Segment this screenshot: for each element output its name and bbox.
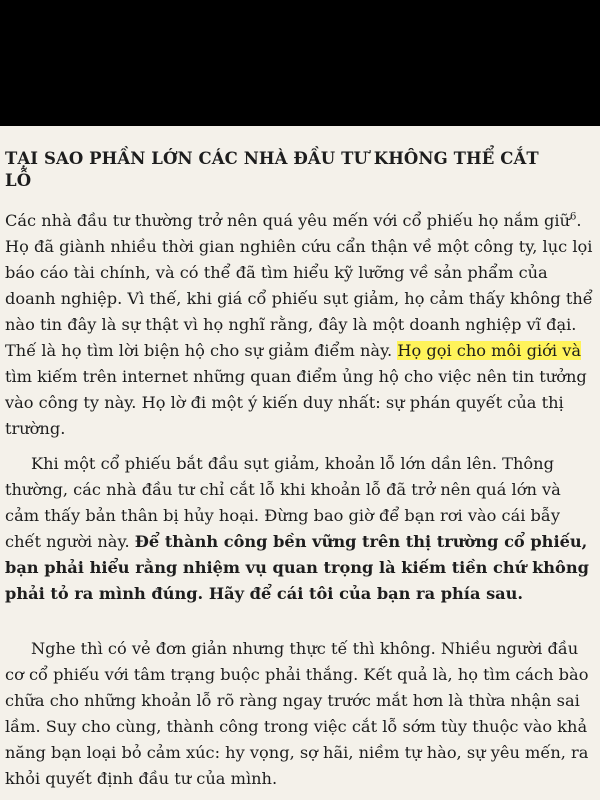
paragraph-line: chữa cho những khoản lỗ rõ ràng ngay trước mắt hơn là thừa nhận sai	[5, 691, 580, 710]
paragraph-line: nào tin đây là sự thật vì họ nghĩ rằng, đây là một doanh nghiệp vĩ đại.	[5, 315, 577, 334]
heading-line-2: LỖ	[5, 171, 32, 190]
highlighted-text: Họ gọi cho môi giới và	[397, 341, 582, 360]
paragraph-2	[5, 451, 597, 607]
heading-line-1: TẠI SAO PHẦN LỚN CÁC NHÀ ĐẦU TƯ KHÔNG THỂ CẮT	[5, 149, 539, 168]
paragraph-line: Nghe thì có vẻ đơn giản nhưng thực tế thì không. Nhiều người đầu	[31, 639, 579, 658]
bold-text: Để thành công bền vững trên thị trường cổ phiếu,	[134, 532, 588, 551]
paragraph-3	[5, 636, 597, 792]
paragraph-line	[5, 555, 597, 581]
paragraph-line: tìm kiếm trên internet những quan điểm ủng hộ cho việc nên tin tưởng	[5, 367, 587, 386]
section-heading	[5, 148, 595, 192]
bold-text: bạn phải hiểu rằng nhiệm vụ quan trọng là kiếm tiền chứ không	[5, 558, 589, 577]
paragraph-line	[5, 529, 597, 555]
bold-text: phải tỏ ra mình đúng. Hãy để cái tôi của bạn ra phía sau.	[5, 584, 524, 603]
footnote-marker: 6	[570, 211, 577, 223]
paragraph-line: doanh nghiệp. Vì thế, khi giá cổ phiếu sụt giảm, họ cảm thấy không thể	[5, 289, 593, 308]
paragraph-line	[5, 338, 597, 364]
paragraph-line: báo cáo tài chính, và có thể đã tìm hiểu kỹ lưỡng về sản phẩm của	[5, 263, 548, 282]
paragraph-line: năng bạn loại bỏ cảm xúc: hy vọng, sợ hãi, niềm tự hào, sự yêu mến, ra	[5, 743, 589, 762]
paragraph-line: Khi một cổ phiếu bắt đầu sụt giảm, khoản lỗ lớn dần lên. Thông	[31, 454, 554, 473]
paragraph-line: khỏi quyết định đầu tư của mình.	[5, 769, 278, 788]
paragraph-line: thường, các nhà đầu tư chỉ cắt lỗ khi khoản lỗ đã trở nên quá lớn và	[5, 480, 561, 499]
paragraph-1	[5, 208, 597, 442]
paragraph-text: Thế là họ tìm lời biện hộ cho sự giảm điểm này.	[5, 341, 398, 360]
book-page	[0, 126, 600, 800]
paragraph-line: Họ đã giành nhiều thời gian nghiên cứu cẩn thận về một công ty, lục lọi	[5, 237, 593, 256]
paragraph-line: vào công ty này. Họ lờ đi một ý kiến duy nhất: sự phán quyết của thị	[5, 393, 564, 412]
paragraph-line	[5, 208, 597, 234]
paragraph-line: cơ cổ phiếu với tâm trạng buộc phải thắng. Kết quả là, họ tìm cách bào	[5, 665, 589, 684]
paragraph-line: cảm thấy bản thân bị hủy hoại. Đừng bao giờ để bạn rơi vào cái bẫy	[5, 506, 560, 525]
paragraph-line: trường.	[5, 419, 66, 438]
paragraph-text: chết người này.	[5, 532, 135, 551]
paragraph-text: .	[576, 211, 582, 230]
paragraph-text: Các nhà đầu tư thường trở nên quá yêu mến với cổ phiếu họ nắm giữ	[5, 211, 571, 230]
paragraph-line: lầm. Suy cho cùng, thành công trong việc cắt lỗ sớm tùy thuộc vào khả	[5, 717, 588, 736]
paragraph-line	[5, 581, 597, 607]
